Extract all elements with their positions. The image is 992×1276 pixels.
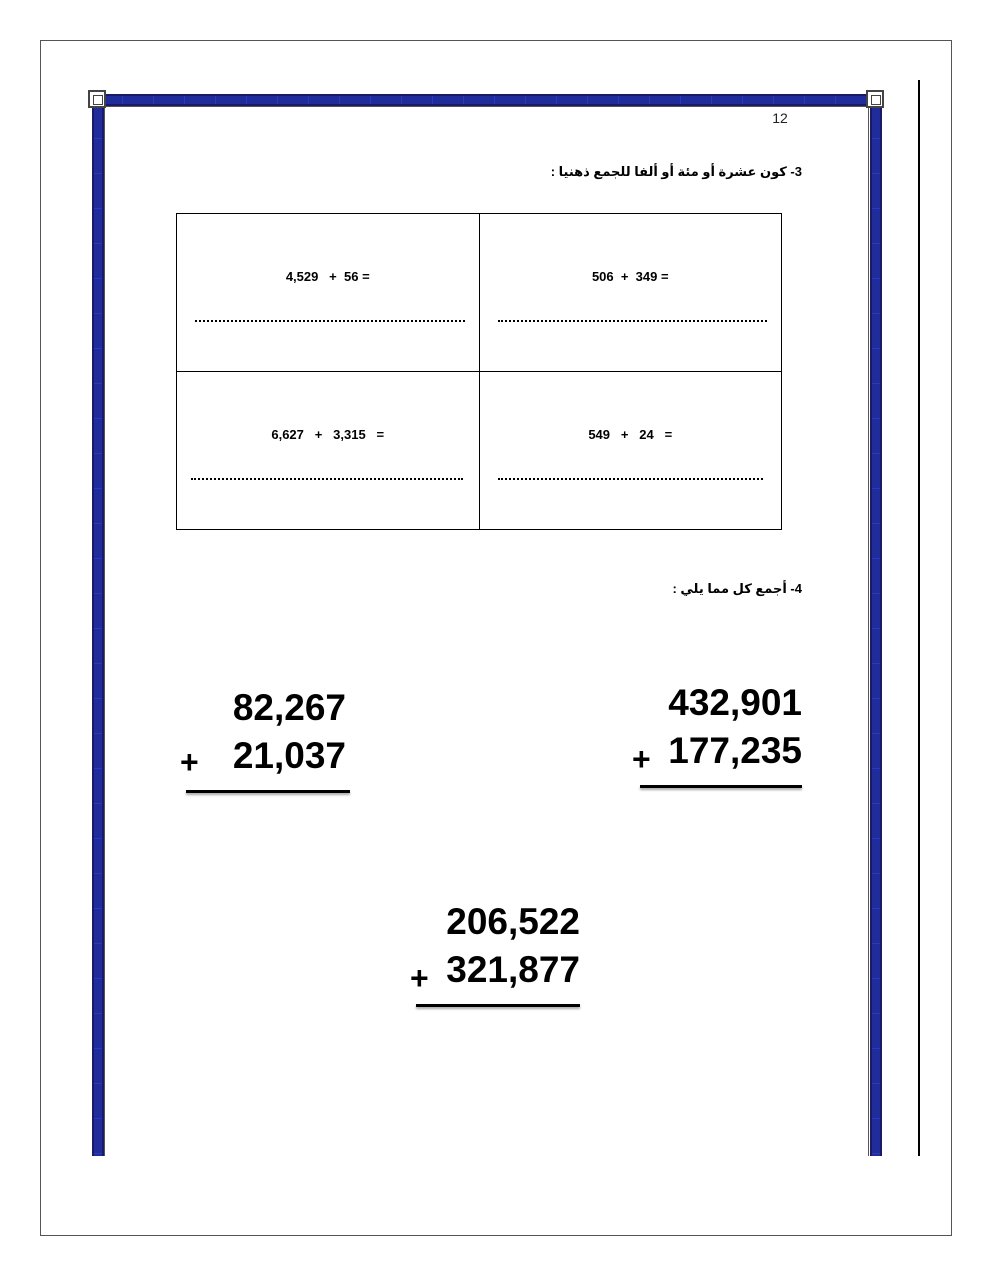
plus-icon: + [180, 744, 199, 780]
answer-dotted-line[interactable] [498, 478, 764, 480]
decorative-border-right [870, 104, 882, 1156]
inner-border-line [104, 106, 869, 107]
answer-dotted-line[interactable] [191, 478, 463, 480]
sum-underline[interactable] [186, 790, 350, 793]
table-cell [177, 214, 480, 372]
mental-addition-table [176, 213, 782, 530]
addition-expression: 4,529 + 56 = [285, 269, 370, 284]
corner-ornament-icon [88, 90, 106, 108]
question-3-heading: 3- كون عشرة أو مئة أو ألفا للجمع ذهنيا : [550, 164, 802, 179]
answer-dotted-line[interactable] [498, 320, 768, 322]
vertical-addition-problem [408, 900, 580, 1010]
corner-ornament-icon [866, 90, 884, 108]
sum-underline[interactable] [640, 785, 802, 788]
table-cell [177, 372, 480, 530]
addition-expression: 6,627 + 3,315 = [271, 427, 385, 442]
addend-top: 432,901 [668, 682, 802, 723]
question-4-heading: 4- أجمع كل مما يلي : [672, 581, 802, 596]
decorative-border-top [92, 94, 882, 106]
table-cell [479, 214, 782, 372]
addition-expression: 506 + 349 = [591, 269, 669, 284]
addend-top: 206,522 [446, 901, 580, 942]
answer-dotted-line[interactable] [195, 320, 465, 322]
plus-icon: + [410, 960, 429, 996]
addition-expression: 549 + 24 = [588, 427, 673, 442]
table-row [177, 214, 782, 372]
decorative-border-left [92, 104, 104, 1156]
inner-border-line [868, 104, 869, 1156]
vertical-addition-problem [176, 686, 346, 796]
sum-underline[interactable] [416, 1004, 580, 1007]
page-number: 12 [772, 110, 788, 126]
inner-border-line [104, 104, 105, 1156]
addend-top: 82,267 [232, 687, 346, 728]
table-cell [479, 372, 782, 530]
table-row [177, 372, 782, 530]
addend-bottom: 21,037 [232, 735, 346, 776]
addend-bottom: 321,877 [446, 949, 580, 990]
plus-icon: + [632, 741, 651, 777]
addend-bottom: 177,235 [668, 730, 802, 771]
vertical-addition-problem [630, 681, 802, 791]
right-margin-rule [918, 80, 920, 1156]
